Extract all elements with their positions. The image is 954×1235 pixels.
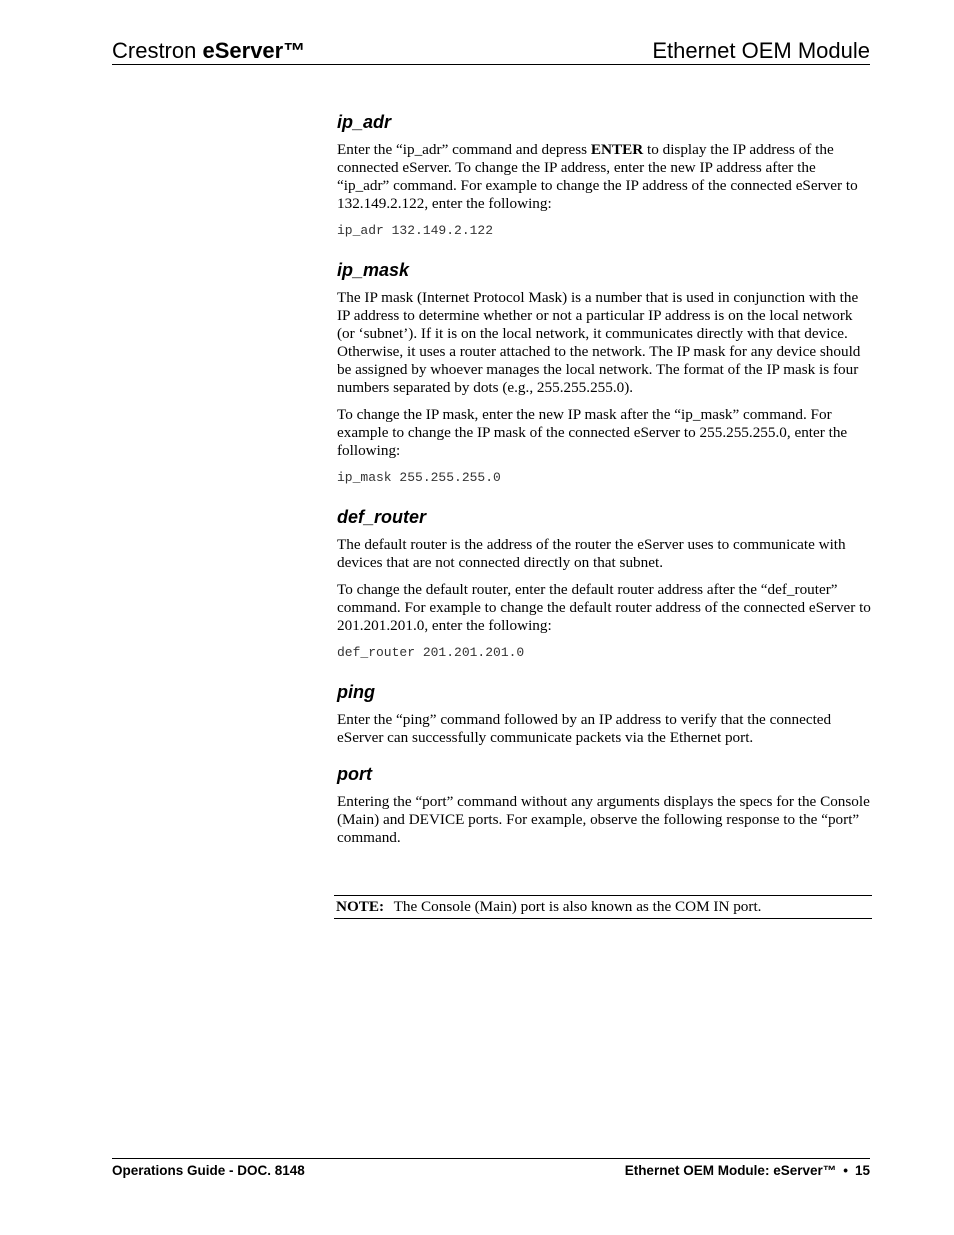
section-paragraph: To change the default router, enter the default router address after the “def_router” command. For example to change the default router address of the connected eServer to 201.201.201.0, enter the following: [337,581,871,634]
section-port [337,763,871,847]
page-header [112,38,870,65]
paragraph-text: Enter the “ip_adr” command and depress [337,141,591,158]
section-heading: ip_mask [337,260,410,280]
section-heading: def_router [337,507,427,527]
section-ip-mask [337,259,871,486]
note-box [334,895,872,919]
bullet-separator: • [843,1163,848,1178]
page-number: 15 [854,1163,870,1178]
section-def-router [337,506,871,661]
section-paragraph: The default router is the address of the router the eServer uses to communicate with devices that are not connected directly on that subnet. [337,536,846,571]
code-example: ip_adr 132.149.2.122 [337,223,494,238]
header-brand-name: Crestron [112,38,203,63]
note-text: The Console (Main) port is also known as the COM IN port. [393,898,762,915]
enter-key-label: ENTER [590,141,644,158]
code-example: ip_mask 255.255.255.0 [337,470,501,485]
header-product-name: eServer™ [202,38,306,63]
header-title: Ethernet OEM Module [652,38,870,63]
header-brand [112,38,305,64]
section-ping [337,681,871,747]
footer-page-info [625,1162,870,1180]
section-ip-adr [337,111,871,239]
footer-section-title: Ethernet OEM Module: eServer™ [624,1163,837,1178]
code-example: def_router 201.201.201.0 [337,645,525,660]
section-paragraph: Enter the “ping” command followed by an IP address to verify that the connected eServer can successfully communicate packets via the Ethernet port. [337,711,832,746]
page-content [337,111,871,856]
paragraph-text: to display the IP address of the connected eServer. To change the IP address, enter the new IP address after the “ip_adr” command. For example to change the IP address of the connected eServer to 132.149.2.122, enter the following: [337,141,858,212]
section-paragraph: To change the IP mask, enter the new IP mask after the “ip_mask” command. For example to change the IP mask of the connected eServer to 255.255.255.0, enter the following: [337,406,848,459]
section-heading: port [337,764,372,784]
section-paragraph: The IP mask (Internet Protocol Mask) is a number that is used in conjunction with the IP address to determine whether or not a particular IP address is on the local network (or ‘subnet’). If it is on the local network, it communicates directly with that device. Otherwise, it uses a router attached to the network. The IP mask for any device should be assigned by whoever manages the local network. The format of the IP mask is four numbers separated by dots (e.g., 255.255.255.0). [337,289,861,396]
section-paragraph: Entering the “port” command without any arguments displays the specs for the Console (Main) and DEVICE ports. For example, observe the following response to the “port” command. [337,793,870,846]
page-footer [112,1158,870,1181]
section-paragraph [337,141,871,213]
section-heading: ip_adr [337,112,392,132]
note-label: NOTE: [336,898,385,915]
footer-doc-title: Operations Guide - DOC. 8148 [112,1163,305,1178]
section-heading: ping [337,682,375,702]
